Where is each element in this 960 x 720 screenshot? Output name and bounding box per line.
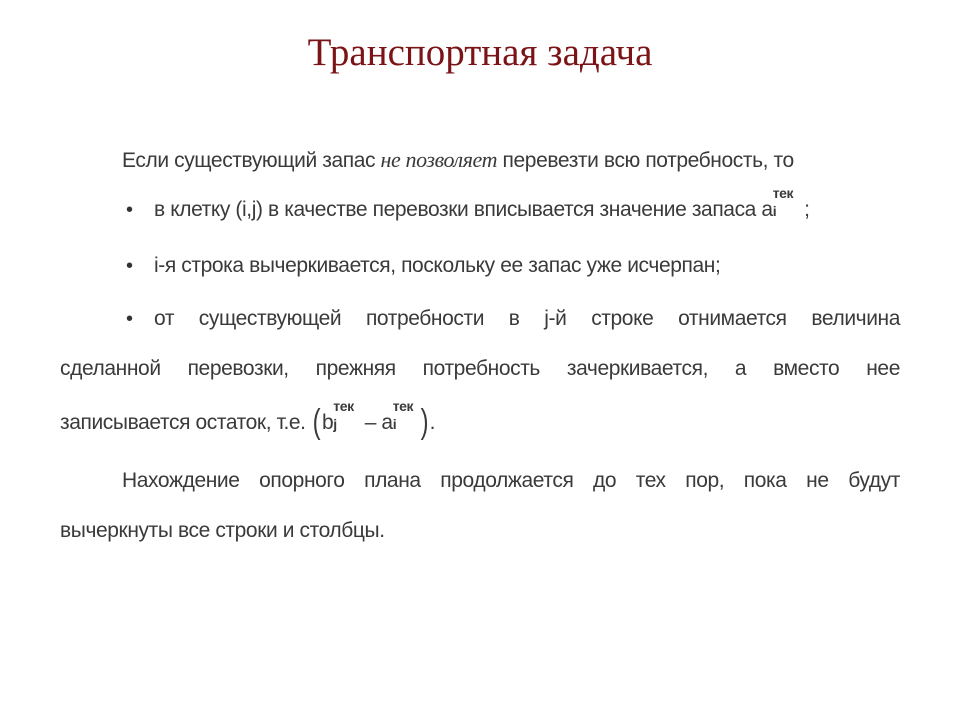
conclusion-line-2-text: вычеркнуты все строки и столбцы. xyxy=(60,519,385,542)
bullet-marker-icon: • xyxy=(126,308,133,330)
formula-b-subscript: j xyxy=(333,416,337,432)
bullet-1-index xyxy=(772,185,799,219)
formula-a-superscript: тек xyxy=(392,398,414,414)
bullet-3-line-3 xyxy=(60,394,900,450)
intro-text-before: Если существующий запас xyxy=(122,149,381,172)
conclusion-line-2 xyxy=(60,506,900,556)
formula-minus-a: – a xyxy=(359,411,393,434)
formula-b: b xyxy=(322,411,334,434)
bullet-3-line-2-text: сделанной перевозки, прежняя потребность зачеркивается, а вместо нее xyxy=(60,357,900,380)
bullet-marker-icon: • xyxy=(126,255,133,277)
bullet-1-text: в клетку (i,j) в качестве перевозки вписывается значение запаса a xyxy=(154,198,773,221)
conclusion-line-1 xyxy=(60,456,900,506)
bullet-3-line-3-text: записывается остаток, т.е. xyxy=(60,411,306,434)
conclusion-paragraph xyxy=(60,456,900,556)
bullet-marker-icon: • xyxy=(126,199,133,221)
bullet-1-tail: ; xyxy=(798,198,810,221)
bullet-3-line-1-text: от существующей потребности в j-й строке отнимается величина xyxy=(154,307,900,330)
bullet-item-2 xyxy=(60,238,900,294)
intro-paragraph xyxy=(60,138,900,182)
bullet-3-line-1 xyxy=(60,294,900,344)
intro-text-after: перевезти всю потребность, то xyxy=(497,149,794,172)
formula-b-index xyxy=(333,398,359,432)
intro-emphasis: не позволяет xyxy=(380,147,498,172)
formula-a-subscript: i xyxy=(392,416,397,432)
slide-title: Транспортная задача xyxy=(307,31,653,74)
conclusion-line-1-text: Нахождение опорного плана продолжается до тех пор, пока не будут xyxy=(122,469,900,492)
bullet-1-subscript: i xyxy=(772,203,777,219)
bullet-3-line-3-end: . xyxy=(429,411,436,434)
bullet-item-3 xyxy=(60,294,900,450)
formula-close-paren: ) xyxy=(420,403,429,441)
bullet-item-1 xyxy=(60,182,900,238)
slide-content xyxy=(60,138,900,556)
formula-a-index xyxy=(392,398,419,432)
formula-b-superscript: тек xyxy=(333,398,354,414)
bullet-1-superscript: тек xyxy=(772,185,794,201)
bullet-3-line-2 xyxy=(60,344,900,394)
bullet-2-text: i-я строка вычеркивается, поскольку ее запас уже исчерпан; xyxy=(154,254,721,277)
formula-open-paren: ( xyxy=(312,403,321,441)
